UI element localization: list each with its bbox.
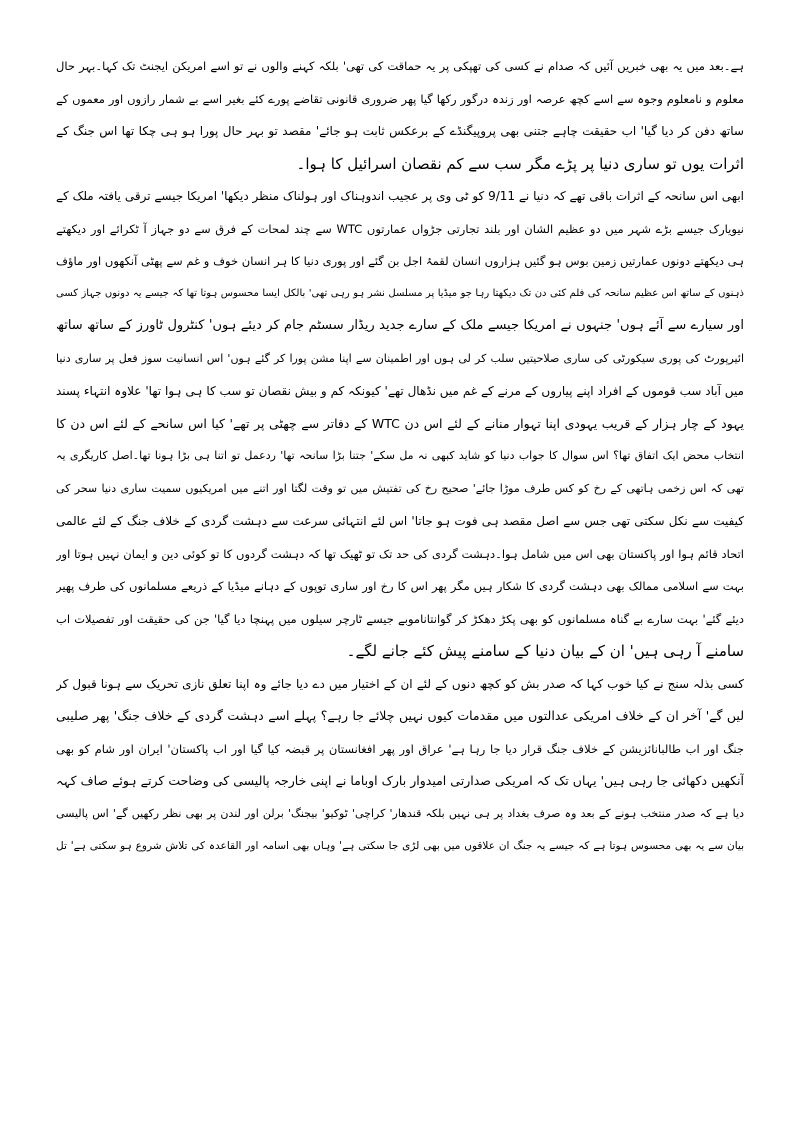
text-line: جنگ اور اب طالبانائزیشن کے خلاف جنگ قرار دیا جا رہا ہے' عراق اور پھر افغانستان پر قبضہ کیا گیا اور اب پاکستان' ایران اور شام کو بھی [56, 741, 744, 756]
text-line: ساتھ دفن کر دیا گیا' اب حقیقت چاہے جتنی بھی پروپیگنڈے کے برعکس ثابت ہو جائے' مقصد تو بہر حال پورا ہو ہی چکا تھا اس جنگ کے [56, 124, 744, 138]
text-line: لیں گے' آخر ان کے خلاف امریکی عدالتوں میں مقدمات کیوں نہیں چلائے جا رہے؟ پہلے اسے دہشت گردی کے خلاف جنگ' پھر صلیبی [56, 708, 744, 723]
text-line: بیان سے یہ بھی محسوس ہوتا ہے کہ جیسے یہ جنگ ان علاقوں میں بھی لڑی جا سکتی ہے' وہاں بھی اسامہ اور القاعدہ کی تلاش شروع ہو سکتی ہے' تل [56, 840, 744, 852]
text-line: یہود کے چار ہزار کے قریب یہودی اپنا تہوار منانے کے لئے اس دن WTC کے دفاتر سے چھٹی پر تھے' کیا اس سانحے کے لئے اس دن کا [56, 415, 744, 431]
text-line: دیئے گئے' بہت سارے بے گناہ مسلمانوں کو بھی پکڑ دھکڑ کر گوانتاناموبے جیسے ٹارچر سیلوں میں پہنچا دیا گیا' جن کی حقیقت اور تفصیلات اب [56, 611, 744, 626]
text-line: میں آباد سب قوموں کے افراد اپنے پیاروں کے مرنے کے غم میں نڈھال تھے' کیونکہ کم و بیش نقصان تو سب کا ہی ہوا تھا' علاوہ انتہاء پسند [56, 384, 744, 398]
article-body [56, 50, 744, 863]
text-line: ابھی اس سانحہ کے اثرات باقی تھے کہ دنیا نے 9/11 کو ٹی وی پر عجیب اندوہناک اور ہولناک منظر دیکھا' امریکا جیسے ترقی یافتہ ملک کے [56, 189, 744, 203]
text-line: نیویارک جیسے بڑے شہر میں دو عظیم الشان اور بلند تجارتی جڑواں عمارتوں WTC سے چند لمحات کے فرق سے دو جہاز آ ٹکرائے اور دیکھتے [56, 221, 744, 236]
text-line: اور سیارے سے آئے ہوں' جنہوں نے امریکا جیسے ملک کے سارے جدید ریڈار سسٹم جام کر دیئے ہوں' کنٹرول ٹاورز کے ساتھ ساتھ [56, 318, 744, 333]
text-line: ذہنوں کے ساتھ اس عظیم سانحہ کی فلم کئی دن تک دیکھتا رہا جو میڈیا پر مسلسل نشر ہو رہی تھی' بالکل ایسا محسوس ہوتا تھا کہ جیسے یہ دونوں جہاز کسی [56, 287, 744, 299]
text-line: دیا ہے کہ صدر منتخب ہونے کے بعد وہ صرف بغداد پر ہی نہیں بلکہ قندھار' کراچی' ٹوکیو' بیجنگ' برلن اور لندن پر بھی نظر رکھیں گے' اس پالیسی [56, 806, 744, 820]
text-line: کسی بذلہ سنج نے کیا خوب کہا کہ صدر بش کو کچھ دنوں کے لئے ان کے اختیار میں دے دیا جائے وہ اپنا تعلق نازی تحریک سے ہونا قبول کر [56, 676, 744, 691]
text-line: ائیرپورٹ کی پوری سیکورٹی کی ساری صلاحیتیں سلب کر لی ہوں اور اطمینان سے اپنا مشن پورا کر گئے ہوں' اس انسانیت سوز فعل پر ساری دنیا [56, 351, 744, 365]
text-line: تھی کہ اس زخمی ہاتھی کے رخ کو کس طرف موڑا جائے' صحیح رخ کی تفتیش میں تو وقت لگتا اور اتنے میں امریکیوں سمیت ساری دنیا سحر کی [56, 481, 744, 495]
text-line: بہت سے اسلامی ممالک بھی دہشت گردی کا شکار ہیں مگر پھر اس کا رخ اور ساری توپوں کے دہانے میڈیا کے ذریعے مسلمانوں کی طرف پھیر [56, 579, 744, 593]
text-line: سامنے آ رہی ہیں' ان کے بیان دنیا کے سامنے پیش کئے جانے لگے۔ [346, 642, 744, 660]
text-line: انتخاب محض ایک اتفاق تھا؟ اس سوال کا جواب دنیا کو شاید کبھی نہ مل سکے' جتنا بڑا سانحہ تھا' ردعمل تو اتنا ہی بڑا ہونا تھا۔اصل کاریگری یہ [56, 449, 744, 462]
text-line: معلوم و نامعلوم وجوہ سے اسے کچھ عرصہ اور زندہ درگور رکھا گیا پھر ضروری قانونی تقاضے پورے کئے بغیر اسے بے شمار رازوں اور معموں کے [56, 91, 744, 106]
text-line: کیفیت سے نکل سکتی تھی جس سے اصل مقصد ہی فوت ہو جاتا' اس لئے انتہائی سرعت سے دہشت گردی کے خلاف جنگ کے لئے عالمی [56, 514, 744, 528]
text-line: ہی دیکھتے دونوں عمارتیں زمین بوس ہو گئیں ہزاروں انسان لقمۂ اجل بن گئے اور پوری دنیا کا ہر انسان خوف و غم سے پھٹی آنکھوں اور ماؤف [56, 254, 744, 268]
text-line: آنکھیں دکھائی جا رہی ہیں' یہاں تک کہ امریکی صدارتی امیدوار بارک اوباما نے اپنی خارجہ پالیسی کی وضاحت کرتے ہوئے صاف کہہ [56, 773, 744, 788]
text-line: اثرات یوں تو ساری دنیا پر پڑے مگر سب سے کم نقصان اسرائیل کا ہوا۔ [296, 154, 744, 173]
text-line: ہے۔بعد میں یہ بھی خبریں آئیں کہ صدام نے کسی کی تھپکی پر یہ حماقت کی تھی' بلکہ کہنے والوں نے تو اسے امریکن ایجنٹ تک کہا۔بہر حال [56, 59, 744, 73]
text-line: اتحاد قائم ہوا اور پاکستان بھی اس میں شامل ہوا۔دہشت گردی کی حد تک تو ٹھیک تھا کہ دہشت گردوں کا تو کوئی دین و ایمان نہیں ہوتا اور [56, 546, 744, 561]
